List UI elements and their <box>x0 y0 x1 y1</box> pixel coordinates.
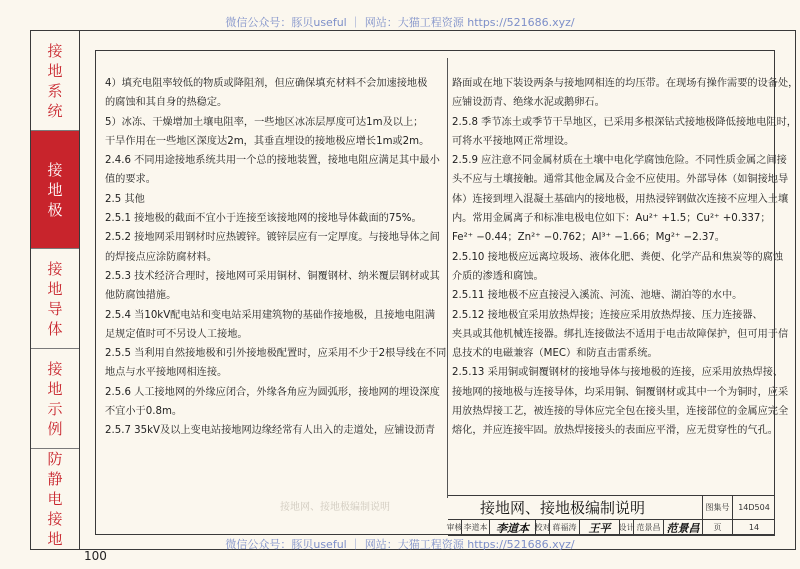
sidebar <box>31 31 80 549</box>
sidebar-tab-char: 地 <box>47 530 63 548</box>
drawing-title: 接地网、接地极编制说明 <box>448 496 703 520</box>
sidebar-tab-char: 接 <box>47 259 63 278</box>
faint-bleed-text: 接地网、接地极编制说明 <box>280 502 390 513</box>
check-name: 蒋福涛 <box>550 520 580 536</box>
sidebar-tab-char: 导 <box>47 299 63 318</box>
check-signature: 王平 <box>580 520 620 536</box>
sidebar-tab-char: 地 <box>47 61 63 80</box>
text-line: 内。常用金属离子和标准电极电位如下：Au²⁺ +1.5；Cu²⁺ +0.337； <box>452 213 771 225</box>
text-line: 地点与水平接地网相连接。 <box>105 367 228 379</box>
text-line: 接地网的接地极与连接导体，均采用铜、铜覆钢材或其中一个为铜时，应采 <box>452 386 789 398</box>
page-value: 14 <box>733 520 775 536</box>
sidebar-tab-char: 接 <box>47 510 63 528</box>
text-line: 2.5.1 接地极的截面不宜小于连接至该接地网的接地导体截面的75%。 <box>105 213 422 225</box>
design-name: 范景昌 <box>634 520 664 536</box>
text-line: 可将水平接地网正常埋设。 <box>452 135 575 147</box>
text-line: 2.4.6 不同用途接地系统共用一个总的接地装置，接地电阻应满足其中最小 <box>105 155 440 167</box>
sidebar-tab-char: 极 <box>47 200 63 219</box>
watermark-bottom: 微信公众号：豚贝useful ｜ 网站：大猫工程资源 https://521686.xyz/ <box>225 538 575 551</box>
text-line: 5）冰冻、干燥增加土壤电阻率，一些地区冰冻层厚度可达1m及以上； <box>105 116 424 128</box>
left-text-column <box>105 74 445 441</box>
sidebar-tab-char: 系 <box>47 81 63 100</box>
atlas-value: 14D504 <box>733 496 775 520</box>
title-block <box>448 495 775 536</box>
text-line: 2.5.10 接地极应远离垃圾场、液体化肥、粪便、化学产品和焦炭等的腐蚀 <box>452 251 784 263</box>
text-line: 2.5 其他 <box>105 193 145 205</box>
sidebar-tab-grounding-electrode[interactable] <box>31 131 79 249</box>
text-line: Fe²⁺ −0.44；Zn²⁺ −0.762；Al³⁺ −1.66；Mg²⁺ −2.37。 <box>452 232 725 244</box>
text-line: 介质的渗透和腐蚀。 <box>452 270 544 282</box>
sidebar-tab-grounding-conductor[interactable] <box>31 249 79 349</box>
text-line: 2.5.13 采用铜或铜覆钢材的接地导体与接地极的连接，应采用放热焊接、 <box>452 367 784 379</box>
sidebar-tab-char: 接 <box>47 41 63 60</box>
atlas-label: 图集号 <box>703 496 733 520</box>
text-line: 2.5.3 技术经济合理时，接地网可采用铜材、铜覆钢材、纳米覆层钢材或其 <box>105 270 440 282</box>
text-line: 熔化，并应连接牢固。放热焊接接头的表面应平滑，应无贯穿性的气孔。 <box>452 425 778 437</box>
sidebar-tab-char: 示 <box>47 399 63 418</box>
sidebar-tab-antistatic-grounding[interactable] <box>31 449 79 549</box>
review-signature: 李道本 <box>490 520 536 536</box>
text-line: 2.5.7 35kV及以上变电站接地网边缘经常有人出入的走道处，应铺设沥青 <box>105 425 436 437</box>
text-line: 2.5.9 应注意不同金属材质在土壤中电化学腐蚀危险。不同性质金属之间接 <box>452 155 787 167</box>
watermark-top: 微信公众号：豚贝useful ｜ 网站：大猫工程资源 https://521686.xyz/ <box>225 16 575 29</box>
design-label: 设计 <box>620 520 634 536</box>
sidebar-tab-char: 静 <box>47 470 63 488</box>
column-divider <box>447 58 448 498</box>
text-line: 路面或在地下装设两条与接地网相连的均压带。在现场有操作需要的设备处， <box>452 78 799 89</box>
text-line: 2.5.11 接地极不应直接浸入溪流、河流、池塘、湖泊等的水中。 <box>452 290 743 302</box>
text-line: 的腐蚀和其自身的热稳定。 <box>105 97 228 109</box>
text-line: 2.5.8 季节冻土或季节干旱地区，已采用多根深钻式接地极降低接地电阻时， <box>452 116 797 128</box>
check-label: 校对 <box>536 520 550 536</box>
sidebar-tab-char: 例 <box>47 419 63 438</box>
sidebar-tab-char: 电 <box>47 490 63 508</box>
sidebar-tab-char: 地 <box>47 180 63 199</box>
text-line: 他防腐蚀措施。 <box>105 290 177 302</box>
sidebar-tab-char: 体 <box>47 319 63 338</box>
text-line: 体）连接到埋入混凝土基础内的接地极，用热浸锌钢做次连接不应埋入土壤 <box>452 193 789 205</box>
design-signature: 范景昌 <box>664 520 703 536</box>
text-line: 值的要求。 <box>105 174 156 186</box>
text-line: 夹具或其他机械连接器。绑扎连接做法不适用于电击故障保护，但可用于信 <box>452 328 789 340</box>
sidebar-tab-char: 地 <box>47 379 63 398</box>
sidebar-tab-char: 防 <box>47 450 63 468</box>
page-number: 100 <box>84 549 107 563</box>
text-line: 足规定值时可不另设人工接地。 <box>105 328 248 340</box>
text-line: 干旱作用在一些地区深度达2m，其垂直埋设的接地极应增长1m或2m。 <box>105 135 430 147</box>
page-label: 页 <box>703 520 733 536</box>
text-line: 的焊接点应涂防腐材料。 <box>105 251 218 263</box>
sidebar-tab-grounding-example[interactable] <box>31 349 79 449</box>
text-line: 应铺设沥青、绝缘水泥或鹅卵石。 <box>452 97 605 109</box>
right-text-column <box>452 74 799 441</box>
sidebar-tab-char: 接 <box>47 160 63 179</box>
sidebar-tab-grounding-system[interactable] <box>31 31 79 131</box>
text-line: 息技术的电磁兼容（MEC）和防直击雷系统。 <box>452 348 658 360</box>
sidebar-tab-char: 统 <box>47 101 63 120</box>
text-line: 头不应与土壤接触。通常其他金属及合金不应使用。外部导体（如铜接地导 <box>452 174 789 186</box>
sidebar-tab-char: 接 <box>47 359 63 378</box>
text-line: 2.5.6 人工接地网的外缘应闭合，外缘各角应为圆弧形，接地网的埋设深度 <box>105 386 440 398</box>
text-line: 4）填充电阻率较低的物质或降阻剂，但应确保填充材料不会加速接地极 <box>105 78 428 89</box>
text-line: 用放热焊接工艺，被连接的导体应完全包在接头里，连接部位的金属应完全 <box>452 406 789 418</box>
review-label: 审核 <box>448 520 462 536</box>
text-line: 2.5.12 接地极宜采用放热焊接；连接应采用放热焊接、压力连接器、 <box>452 309 763 321</box>
text-line: 2.5.4 当10kV配电站和变电站采用建筑物的基础作接地极，且接地电阻满 <box>105 309 436 321</box>
text-line: 2.5.2 接地网采用钢材时应热镀锌。镀锌层应有一定厚度。与接地导体之间 <box>105 232 440 244</box>
text-line: 不宜小于0.8m。 <box>105 406 183 418</box>
sidebar-tab-char: 地 <box>47 279 63 298</box>
text-line: 2.5.5 当利用自然接地极和引外接地极配置时，应采用不少于2根导线在不同 <box>105 348 447 360</box>
review-name: 李道本 <box>462 520 490 536</box>
